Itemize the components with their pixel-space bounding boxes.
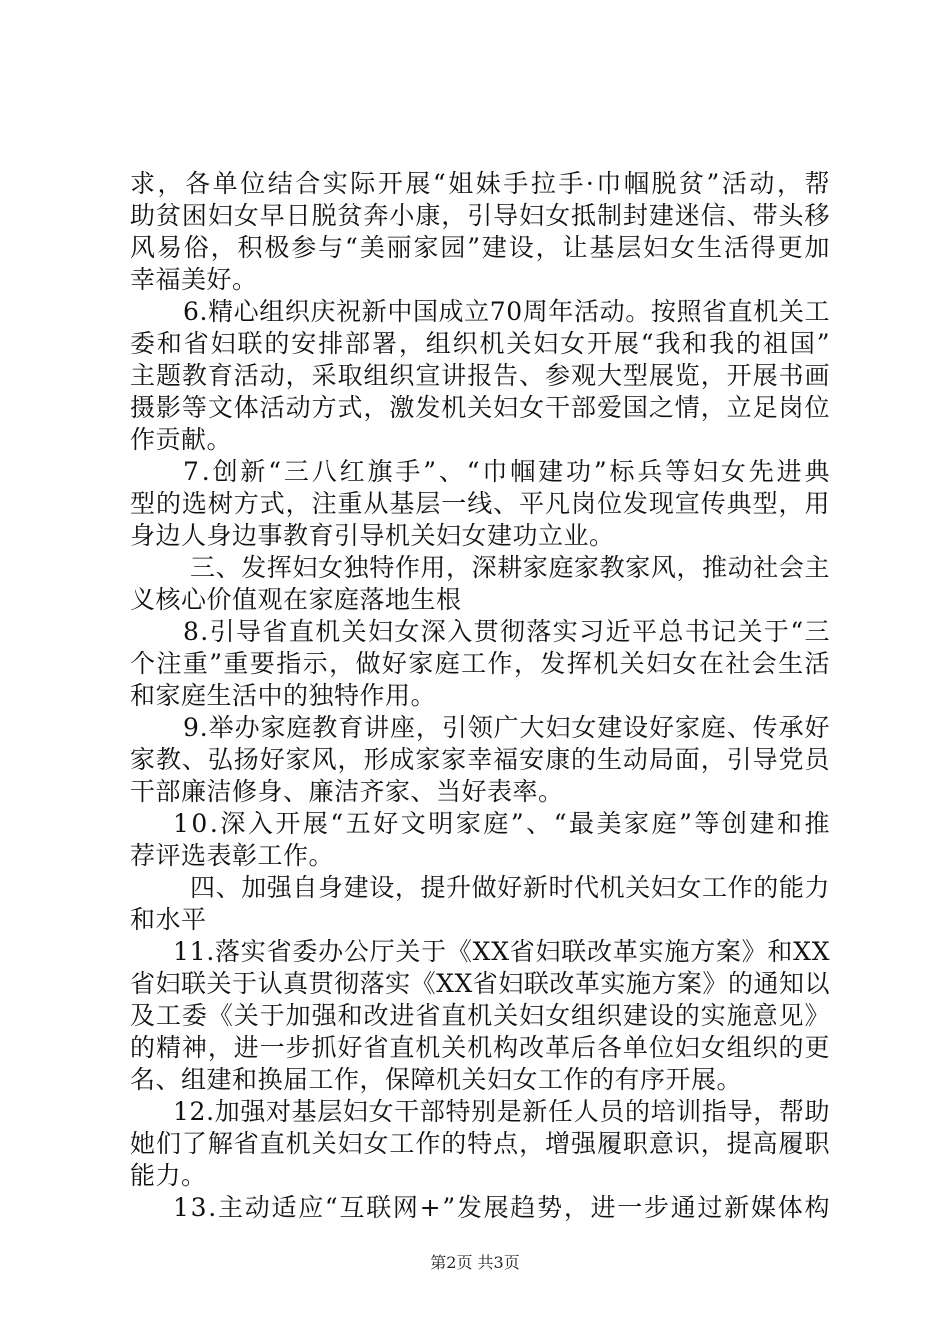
- text-line: 8.引导省直机关妇女深入贯彻落实习近平总书记关于“三: [183, 617, 831, 646]
- text-line: 名、组建和换届工作，保障机关妇女工作的有序开展。: [130, 1065, 743, 1094]
- text-line: 12.加强对基层妇女干部特别是新任人员的培训指导，帮助: [173, 1097, 831, 1126]
- text-line: 义核心价值观在家庭落地生根: [130, 585, 462, 614]
- text-line: 和家庭生活中的独特作用。: [130, 681, 437, 710]
- text-line: 助贫困妇女早日脱贫奔小康，引导妇女抵制封建迷信、带头移: [130, 201, 831, 230]
- text-line: 和水平: [130, 905, 207, 934]
- text-line: 家教、弘扬好家风，形成家家幸福安康的生动局面，引导党员: [130, 745, 831, 774]
- text-line: 作贡献。: [130, 425, 233, 454]
- text-line: 能力。: [130, 1161, 207, 1190]
- text-line: 7.创新“三八红旗手”、“巾帼建功”标兵等妇女先进典: [183, 457, 833, 486]
- text-line: 11.落实省委办公厅关于《XX省妇联改革实施方案》和XX: [173, 937, 831, 966]
- text-line: 干部廉洁修身、廉洁齐家、当好表率。: [130, 777, 564, 806]
- text-line: 6.精心组织庆祝新中国成立70周年活动。按照省直机关工: [183, 297, 831, 326]
- text-line: 风易俗，积极参与“美丽家园”建设，让基层妇女生活得更加: [130, 233, 832, 262]
- text-line: 13.主动适应“互联网+”发展趋势，进一步通过新媒体构: [173, 1193, 832, 1222]
- text-line: 摄影等文体活动方式，激发机关妇女干部爱国之情，立足岗位: [130, 393, 831, 422]
- text-line: 求，各单位结合实际开展“姐妹手拉手·巾帼脱贫”活动，帮: [130, 169, 833, 198]
- page-footer: 第2页 共3页: [430, 1253, 520, 1272]
- text-line: 型的选树方式，注重从基层一线、平凡岗位发现宣传典型，用: [130, 489, 831, 518]
- text-line: 省妇联关于认真贯彻落实《XX省妇联改革实施方案》的通知以: [130, 969, 831, 998]
- text-line: 四、加强自身建设，提升做好新时代机关妇女工作的能力: [190, 873, 831, 902]
- text-line: 个注重”重要指示，做好家庭工作，发挥机关妇女在社会生活: [130, 649, 831, 678]
- text-line: 荐评选表彰工作。: [130, 841, 335, 870]
- text-line: 幸福美好。: [130, 265, 258, 294]
- text-line: 主题教育活动，采取组织宣讲报告、参观大型展览，开展书画: [130, 361, 831, 390]
- text-line: 身边人身边事教育引导机关妇女建功立业。: [130, 521, 615, 550]
- text-line: 委和省妇联的安排部署，组织机关妇女开展“我和我的祖国”: [130, 329, 832, 358]
- text-line: 及工委《关于加强和改进省直机关妇女组织建设的实施意见》: [130, 1001, 831, 1030]
- text-line: 三、发挥妇女独特作用，深耕家庭家教家风，推动社会主: [190, 553, 831, 582]
- text-line: 10.深入开展“五好文明家庭”、“最美家庭”等创建和推: [173, 809, 833, 838]
- text-line: 9.举办家庭教育讲座，引领广大妇女建设好家庭、传承好: [183, 713, 831, 742]
- text-line: 她们了解省直机关妇女工作的特点，增强履职意识，提高履职: [130, 1129, 831, 1158]
- text-line: 的精神，进一步抓好省直机关机构改革后各单位妇女组织的更: [130, 1033, 831, 1062]
